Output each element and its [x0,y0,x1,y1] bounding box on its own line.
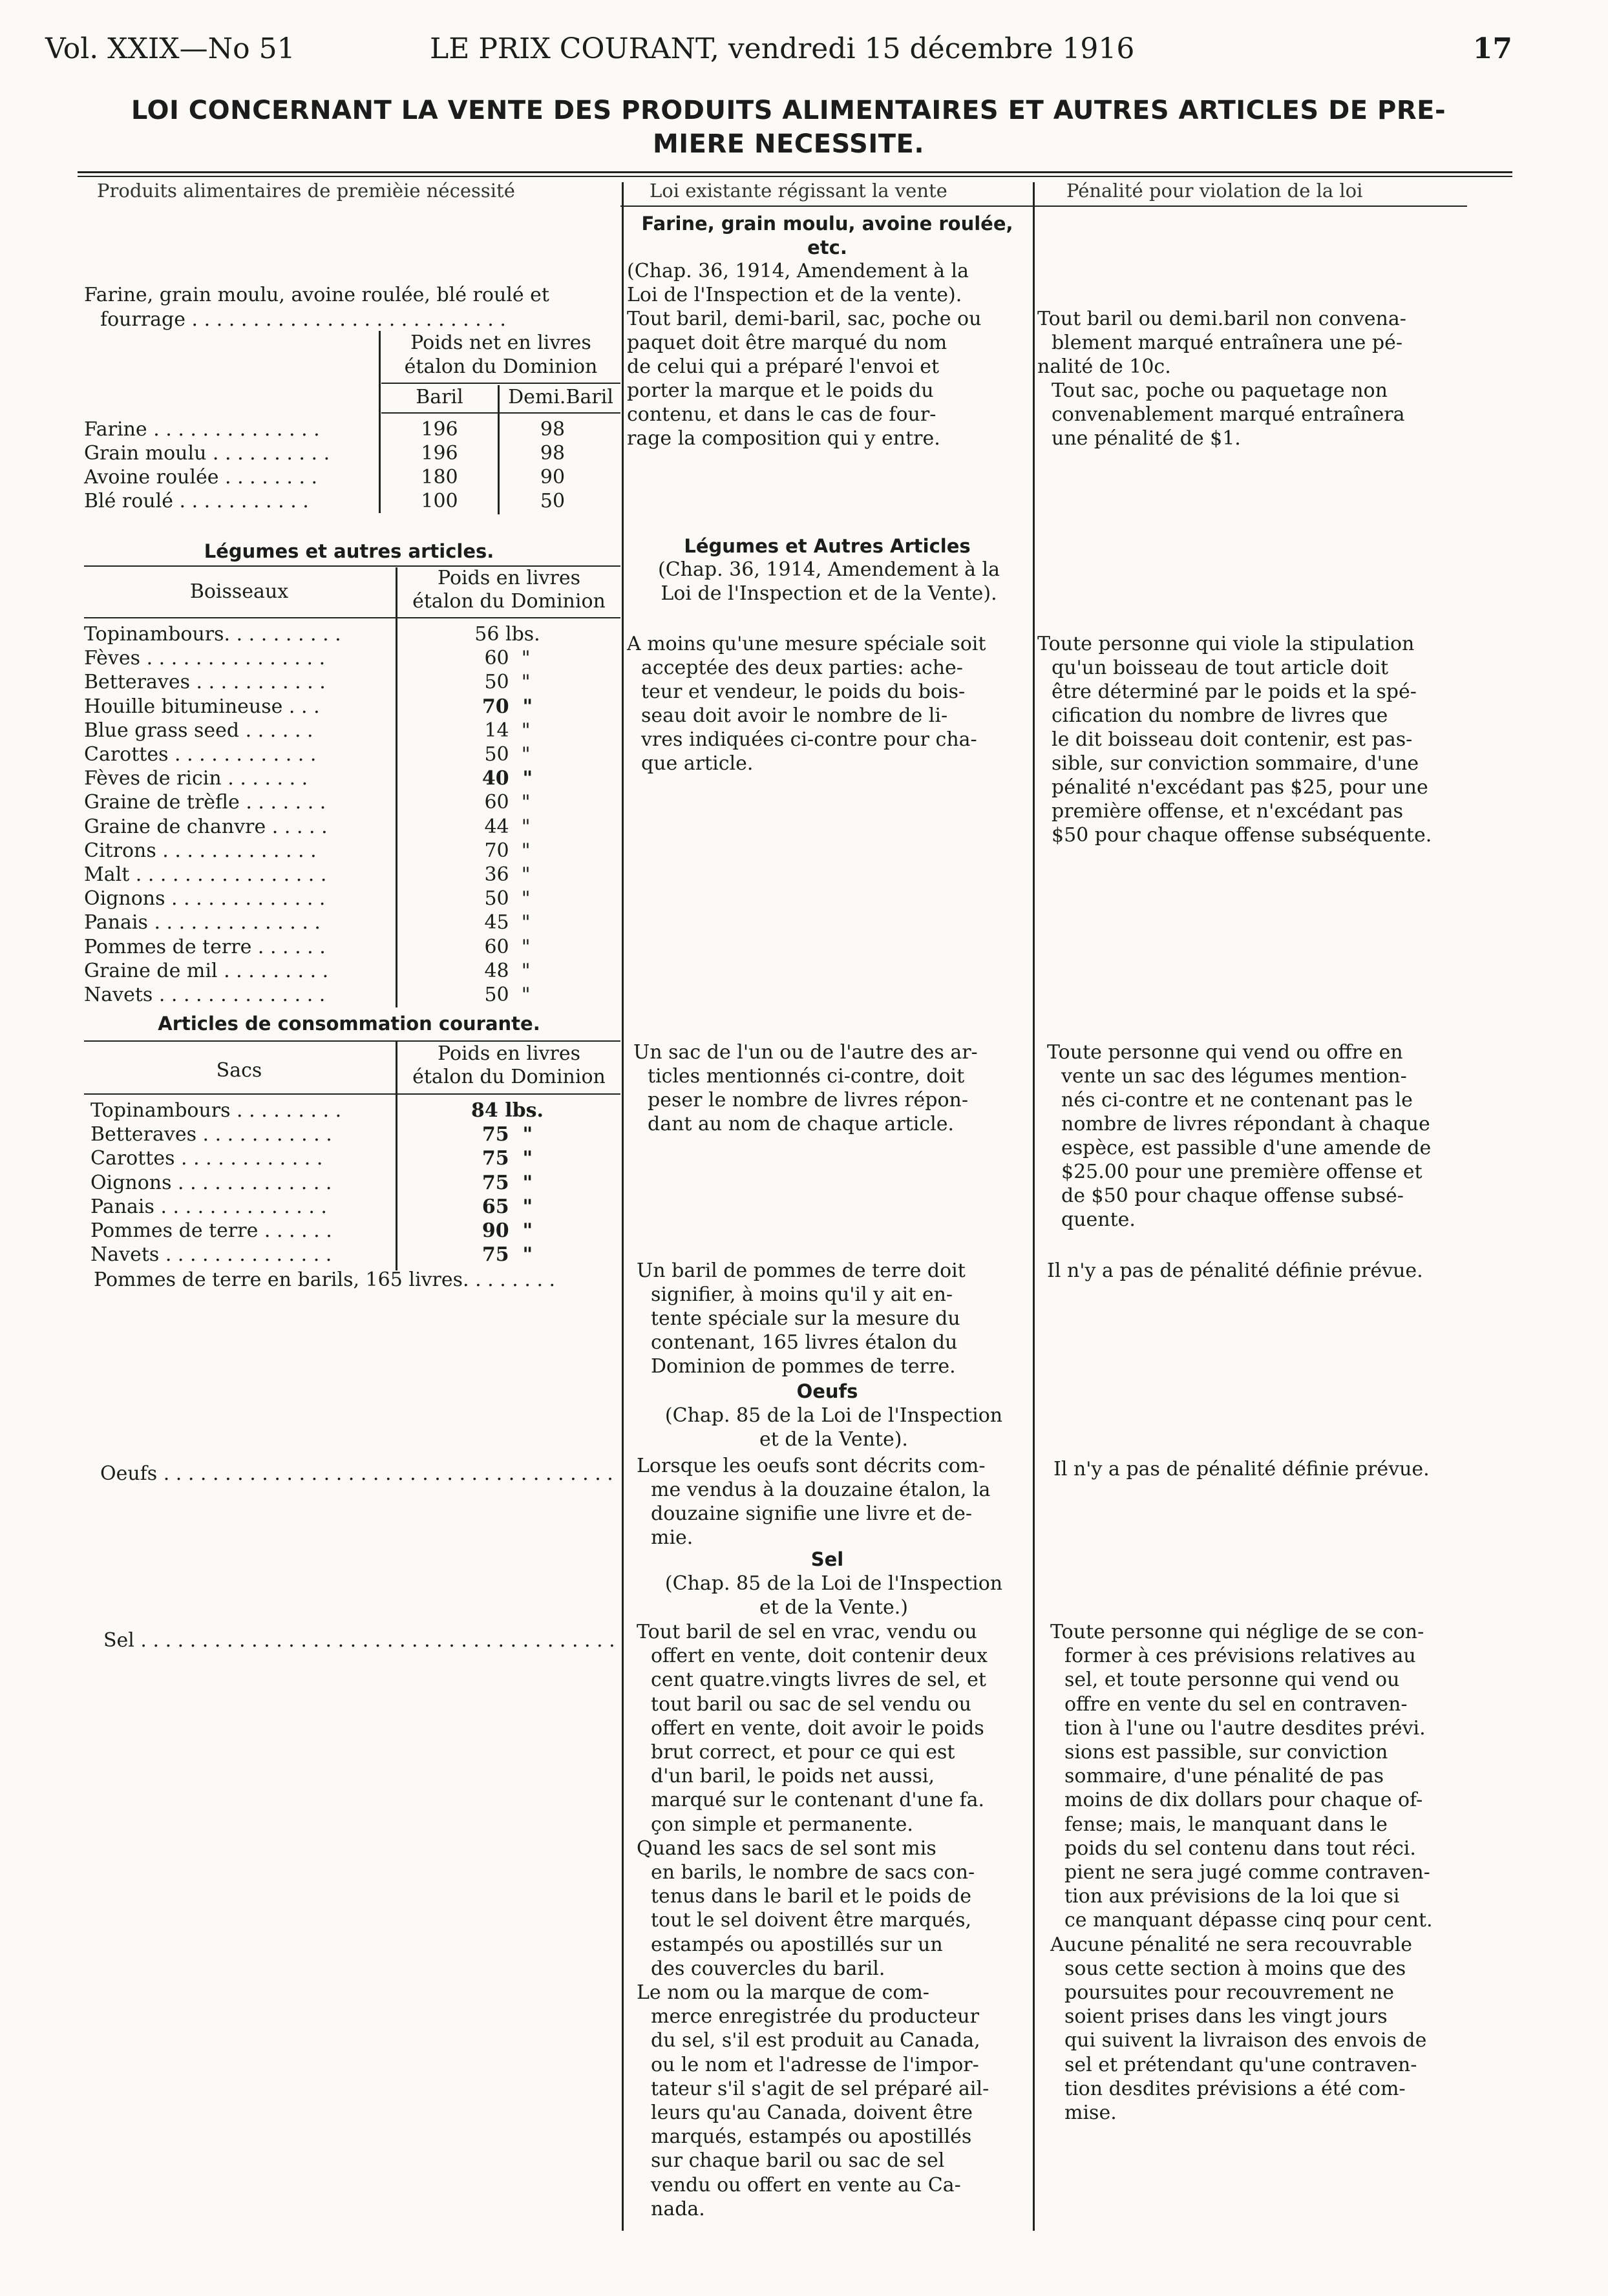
sel-law-line: marqués, estampés ou apostillés [651,2125,972,2149]
sel-law-line: tateur s'il s'agit de sel préparé ail- [651,2077,989,2100]
sel-law-line: nada. [651,2197,705,2220]
sel-law-line: marqué sur le contenant d'une fa. [651,1789,984,1812]
table-cell-value: 75 " [481,1147,533,1170]
legumes-pen-line: Toute personne qui viole la stipulation [1037,633,1415,655]
table-row-label: Graine de trèfle . . . . . . . [84,791,326,814]
farine-pen-line: blement marqué entraînera une pé- [1052,332,1402,354]
farine-law-head-2: etc. [807,237,847,258]
sel-pen-line: tion à l'une ou l'autre desdites prévi. [1064,1716,1426,1740]
sel-law-line: Tout baril de sel en vrac, vendu ou [637,1621,977,1643]
sel-pen-line: ce manquant dépasse cinq pour cent. [1064,1909,1433,1932]
legumes-law-ref-line: (Chap. 36, 1914, Amendement à la [658,558,1000,581]
legumes-law-line: seau doit avoir le nombre de li- [641,704,948,727]
table-cell-value: 70 " [484,839,531,862]
farine-weights-divider [379,331,381,513]
col1-header: Produits alimentaires de premièie nécessité [97,180,515,202]
table-row-label: Fèves de ricin . . . . . . . [84,767,308,790]
pommes-law-line: contenant, 165 livres étalon du [651,1331,958,1354]
sacs-pen-line: nombre de livres répondant à chaque [1061,1113,1430,1135]
oeufs-label: Oeufs . . . . . . . . . . . . . . . . . . . . . . . . . . . . . . . . . . . . . [100,1462,613,1485]
legumes-weights-head-2: étalon du Dominion [412,590,606,613]
sel-law-line: des couvercles du baril. [651,1957,885,1980]
legumes-pen-line: qu'un boisseau de tout article doit [1052,657,1389,679]
farine-sub-baril: Baril [416,386,463,408]
sacs-pen-line: nés ci-contre et ne contenant pas le [1061,1089,1413,1111]
table-cell-value: 48 " [484,959,531,982]
sel-pen-line: Aucune pénalité ne sera recouvrable [1050,1933,1412,1956]
sel-pen-line: offre en vente du sel en contraven- [1064,1692,1408,1716]
oeufs-law-ref-line: et de la Vente). [759,1428,908,1451]
sel-pen-line: mise. [1064,2101,1117,2124]
table-row-label: Graine de mil . . . . . . . . . [84,959,329,982]
sel-law-line: tenus dans le baril et le poids de [651,1885,971,1908]
sel-pen-line: former à ces prévisions relatives au [1064,1645,1416,1668]
sel-law-line: estampés ou apostillés sur un [651,1933,943,1956]
farine-law-ref-2: Loi de l'Inspection et de la vente). [627,284,962,306]
col3-header-rule [1034,205,1467,207]
legumes-law-line: que article. [641,752,754,775]
sel-pen-line: soient prises dans les vingt jours [1064,2005,1388,2028]
oeufs-law-line: me vendus à la douzaine étalon, la [651,1479,991,1501]
sacs-pen-line: de $50 pour chaque offense subsé- [1061,1185,1404,1207]
running-header [45,32,1512,78]
table-row-label: Malt . . . . . . . . . . . . . . . . [84,863,327,886]
sacs-weights-head-1: Poids en livres [437,1042,580,1065]
sacs-law-line: Un sac de l'un ou de l'autre des ar- [633,1041,978,1064]
legumes-pen-line: être déterminé par le poids et la spé- [1052,680,1417,703]
farine-subhead-rule-bottom [381,412,620,414]
sel-pen-line: qui suivent la livraison des envois de [1064,2029,1427,2052]
table-cell-value: 45 " [484,911,531,934]
legumes-law-line: acceptée des deux parties: ache- [641,657,963,679]
sel-law-line: leurs qu'au Canada, doivent être [651,2101,973,2124]
sacs-pen-line: $25.00 pour une première offense et [1061,1161,1423,1183]
table-row-label: Farine . . . . . . . . . . . . . . [84,418,320,441]
table-top-rule-2 [78,176,1512,177]
sel-law-head: Sel [810,1548,844,1570]
farine-law-line: paquet doit être marqué du nom [627,332,947,354]
legumes-pen-line: le dit boisseau doit contenir, est pas- [1052,728,1413,751]
table-cell-value: 40 " [481,767,533,790]
table-row-label: Fèves . . . . . . . . . . . . . . . [84,647,326,670]
farine-pen-line: Tout baril ou demi.baril non convena- [1037,308,1406,330]
sel-label: Sel . . . . . . . . . . . . . . . . . . . . . . . . . . . . . . . . . . . . . . . [103,1629,615,1652]
table-row-label: Pommes de terre . . . . . . [90,1219,332,1242]
table-row-label: Topinambours . . . . . . . . . [90,1099,342,1122]
table-cell-value: 75 " [481,1123,533,1146]
oeufs-law-head: Oeufs [796,1380,858,1402]
farine-law-head-1: Farine, grain moulu, avoine roulée, [641,213,1013,235]
sacs-pen-line: quente. [1061,1208,1136,1231]
oeufs-law-ref-line: (Chap. 85 de la Loi de l'Inspection [664,1404,1003,1427]
farine-pen-line: une pénalité de $1. [1052,427,1241,450]
farine-intro-line2: fourrage . . . . . . . . . . . . . . . . . . . . . . . . . . [100,308,506,331]
farine-intro-line1: Farine, grain moulu, avoine roulée, blé roulé et [84,284,549,306]
table-row-label: Betteraves . . . . . . . . . . . [84,671,326,694]
table-cell-value: 44 " [484,815,531,838]
table-row-label: Houille bitumineuse . . . [84,695,320,718]
farine-pen-line: nalité de 10c. [1037,355,1171,378]
table-cell-baril: 196 [421,418,458,441]
table-row-label: Oignons . . . . . . . . . . . . . [84,887,326,911]
sacs-section-title: Articles de consommation courante. [158,1013,540,1035]
sel-law-ref-line: (Chap. 85 de la Loi de l'Inspection [664,1572,1003,1595]
table-cell-value: 50 " [484,984,531,1006]
col3-header: Pénalité pour violation de la loi [1066,180,1363,202]
sel-pen-line: sous cette section à moins que des [1064,1957,1406,1980]
page-number: 17 [1472,32,1512,65]
sel-law-line: tout le sel doivent être marqués, [651,1909,971,1932]
sel-law-line: vendu ou offert en vente au Ca- [651,2173,961,2196]
sel-law-line: offert en vente, doit avoir le poids [651,1716,984,1740]
sel-law-line: d'un baril, le poids net aussi, [651,1765,935,1788]
table-row-label: Navets . . . . . . . . . . . . . . [90,1243,332,1267]
sel-law-line: çon simple et permanente. [651,1813,913,1836]
sel-pen-line: tion aux prévisions de la loi que si [1064,1885,1400,1908]
table-row-label: Topinambours. . . . . . . . . . [84,623,341,646]
farine-weights-head-2: étalon du Dominion [404,355,598,378]
farine-law-ref-1: (Chap. 36, 1914, Amendement à la [627,260,969,282]
table-divider [396,620,397,1007]
sel-pen-line: fense; mais, le manquant dans le [1064,1813,1388,1836]
pommes-barils-label: Pommes de terre en barils, 165 livres. . . . . . . . [94,1269,556,1291]
sel-law-line: sur chaque baril ou sac de sel [651,2149,945,2173]
sel-pen-line: moins de dix dollars pour chaque of- [1064,1789,1423,1812]
pommes-law-line: Dominion de pommes de terre. [651,1355,956,1378]
sel-law-line: offert en vente, doit contenir deux [651,1645,988,1668]
farine-weights-head-1: Poids net en livres [410,332,591,354]
legumes-unit-head: Boisseaux [189,580,289,603]
sel-law-line: en barils, le nombre de sacs con- [651,1861,975,1884]
table-cell-value: 75 " [481,1243,533,1267]
farine-pen-line: convenablement marqué entraînera [1052,403,1405,426]
sel-pen-line: pient ne sera jugé comme contraven- [1064,1861,1430,1884]
table-cell-value: 50 " [484,671,531,694]
table-cell-value: 56 lbs. [474,623,540,646]
column-divider-2 [1033,182,1035,2231]
farine-law-line: Tout baril, demi-baril, sac, poche ou [627,308,982,330]
table-cell-value: 60 " [484,647,531,670]
sacs-pen-line: espèce, est passible d'une amende de [1061,1137,1432,1159]
table-cell-value: 50 " [484,743,531,766]
sel-law-line: Quand les sacs de sel sont mis [637,1837,936,1860]
sel-pen-line: sel, et toute personne qui vend ou [1064,1669,1400,1692]
sacs-pen-line: Toute personne qui vend ou offre en [1047,1041,1403,1064]
oeufs-law-line: mie. [651,1526,693,1549]
sel-law-line: merce enregistrée du producteur [651,2005,979,2028]
legumes-law-line: vres indiquées ci-contre pour cha- [641,728,977,751]
table-row-label: Pommes de terre . . . . . . [84,935,326,958]
table-cell-value: 36 " [484,863,531,886]
sel-pen-line: poids du sel contenu dans tout réci. [1064,1837,1416,1860]
table-cell-baril: 196 [421,442,458,465]
sacs-law-line: ticles mentionnés ci-contre, doit [648,1065,965,1088]
pommes-law-line: tente spéciale sur la mesure du [651,1307,960,1330]
farine-inner-divider [498,385,500,514]
table-cell-value: 75 " [481,1171,533,1194]
page-title [71,94,1506,161]
table-cell-value: 84 lbs. [471,1099,544,1122]
oeufs-penalty: Il n'y a pas de pénalité définie prévue. [1053,1458,1430,1480]
sacs-law-line: peser le nombre de livres répon- [648,1089,969,1111]
publication-date: LE PRIX COURANT, vendredi 15 décembre 1916 [430,32,1135,65]
pommes-barils-penalty: Il n'y a pas de pénalité définie prévue. [1047,1259,1423,1282]
sel-law-line: tout baril ou sac de sel vendu ou [651,1692,971,1716]
sel-law-line: cent quatre.vingts livres de sel, et [651,1669,986,1692]
sacs-head-rule-bottom [84,1093,620,1095]
table-row-label: Citrons . . . . . . . . . . . . . [84,839,317,862]
sacs-pen-line: vente un sac des légumes mention- [1061,1065,1407,1088]
farine-law-line: contenu, et dans le cas de four- [627,403,936,426]
table-cell-value: 90 " [481,1219,533,1242]
sel-law-line: brut correct, et pour ce qui est [651,1741,955,1764]
table-row-label: Oignons . . . . . . . . . . . . . [90,1171,332,1194]
legumes-head-rule-bottom [84,617,620,618]
col2-header-rule [620,205,1034,207]
sel-pen-line: sel et prétendant qu'une contraven- [1064,2053,1417,2076]
table-row-label: Grain moulu . . . . . . . . . . [84,442,330,465]
legumes-pen-line: pénalité n'excédant pas $25, pour une [1052,776,1428,799]
table-cell-value: 70 " [481,695,533,718]
table-cell-value: 60 " [484,791,531,814]
table-row-label: Panais . . . . . . . . . . . . . . [84,911,321,934]
pommes-law-line: signifier, à moins qu'il y ait en- [651,1283,953,1306]
table-row-label: Carottes . . . . . . . . . . . . [90,1147,323,1170]
legumes-pen-line: sible, sur conviction sommaire, d'une [1052,752,1419,775]
table-row-label: Avoine roulée . . . . . . . . [84,466,318,489]
table-cell-demi: 98 [540,442,566,465]
farine-pen-line: Tout sac, poche ou paquetage non [1052,379,1388,402]
sel-pen-line: poursuites pour recouvrement ne [1064,1981,1394,2004]
sel-law-ref-line: et de la Vente.) [759,1596,908,1619]
pommes-law-line: Un baril de pommes de terre doit [637,1259,966,1282]
farine-law-line: rage la composition qui y entre. [627,427,940,450]
legumes-law-head: Légumes et Autres Articles [684,535,971,557]
farine-law-line: porter la marque et le poids du [627,379,934,402]
table-cell-value: 14 " [484,719,531,742]
table-cell-demi: 98 [540,418,566,441]
legumes-pen-line: cification du nombre de livres que [1052,704,1388,727]
farine-sub-demi: Demi.Baril [508,386,613,408]
table-row-label: Panais . . . . . . . . . . . . . . [90,1195,327,1218]
legumes-law-line: teur et vendeur, le poids du bois- [641,680,966,703]
volume-number: Vol. XXIX—No 51 [45,32,295,65]
farine-subhead-rule-top [381,383,620,384]
table-row-label: Navets . . . . . . . . . . . . . . [84,984,326,1006]
table-cell-value: 50 " [484,887,531,911]
sacs-weights-head-2: étalon du Dominion [412,1066,606,1088]
column-divider-1 [622,182,624,2231]
sel-law-line: du sel, s'il est produit au Canada, [651,2029,980,2052]
oeufs-law-line: Lorsque les oeufs sont décrits com- [637,1455,986,1477]
legumes-section-title: Légumes et autres articles. [204,540,494,562]
sacs-unit-head: Sacs [216,1059,262,1082]
sel-pen-line: sommaire, d'une pénalité de pas [1064,1765,1384,1788]
table-cell-baril: 180 [421,466,458,489]
table-cell-value: 60 " [484,935,531,958]
legumes-pen-line: $50 pour chaque offense subséquente. [1052,824,1432,847]
sacs-law-line: dant au nom de chaque article. [648,1113,954,1135]
sel-law-line: Le nom ou la marque de com- [637,1981,929,2004]
oeufs-law-line: douzaine signifie une livre et de- [651,1502,973,1525]
legumes-law-ref-line: Loi de l'Inspection et de la Vente). [661,582,997,605]
sel-pen-line: Toute personne qui néglige de se con- [1050,1621,1424,1643]
legumes-law-line: A moins qu'une mesure spéciale soit [627,633,986,655]
table-row-label: Graine de chanvre . . . . . [84,815,328,838]
sel-pen-line: sions est passible, sur conviction [1064,1741,1388,1764]
table-cell-demi: 90 [540,466,566,489]
table-row-label: Blé roulé . . . . . . . . . . . [84,490,309,512]
title-line-2: MIERE NECESSITE. [652,129,925,159]
table-top-rule [78,171,1512,173]
sel-law-line: ou le nom et l'adresse de l'impor- [651,2053,979,2076]
table-row-label: Betteraves . . . . . . . . . . . [90,1123,332,1146]
title-line-1: LOI CONCERNANT LA VENTE DES PRODUITS ALIMENTAIRES ET AUTRES ARTICLES DE PRE- [131,96,1446,125]
legumes-pen-line: première offense, et n'excédant pas [1052,800,1404,823]
table-row-label: Carottes . . . . . . . . . . . . [84,743,317,766]
table-divider [396,1096,397,1270]
sel-pen-line: tion desdites prévisions a été com- [1064,2077,1406,2100]
table-cell-demi: 50 [540,490,566,512]
table-cell-value: 65 " [481,1195,533,1218]
col2-header: Loi existante régissant la vente [650,180,947,202]
farine-law-line: de celui qui a préparé l'envoi et [627,355,940,378]
legumes-weights-head-1: Poids en livres [437,567,580,589]
table-cell-baril: 100 [421,490,458,512]
table-row-label: Blue grass seed . . . . . . [84,719,313,742]
